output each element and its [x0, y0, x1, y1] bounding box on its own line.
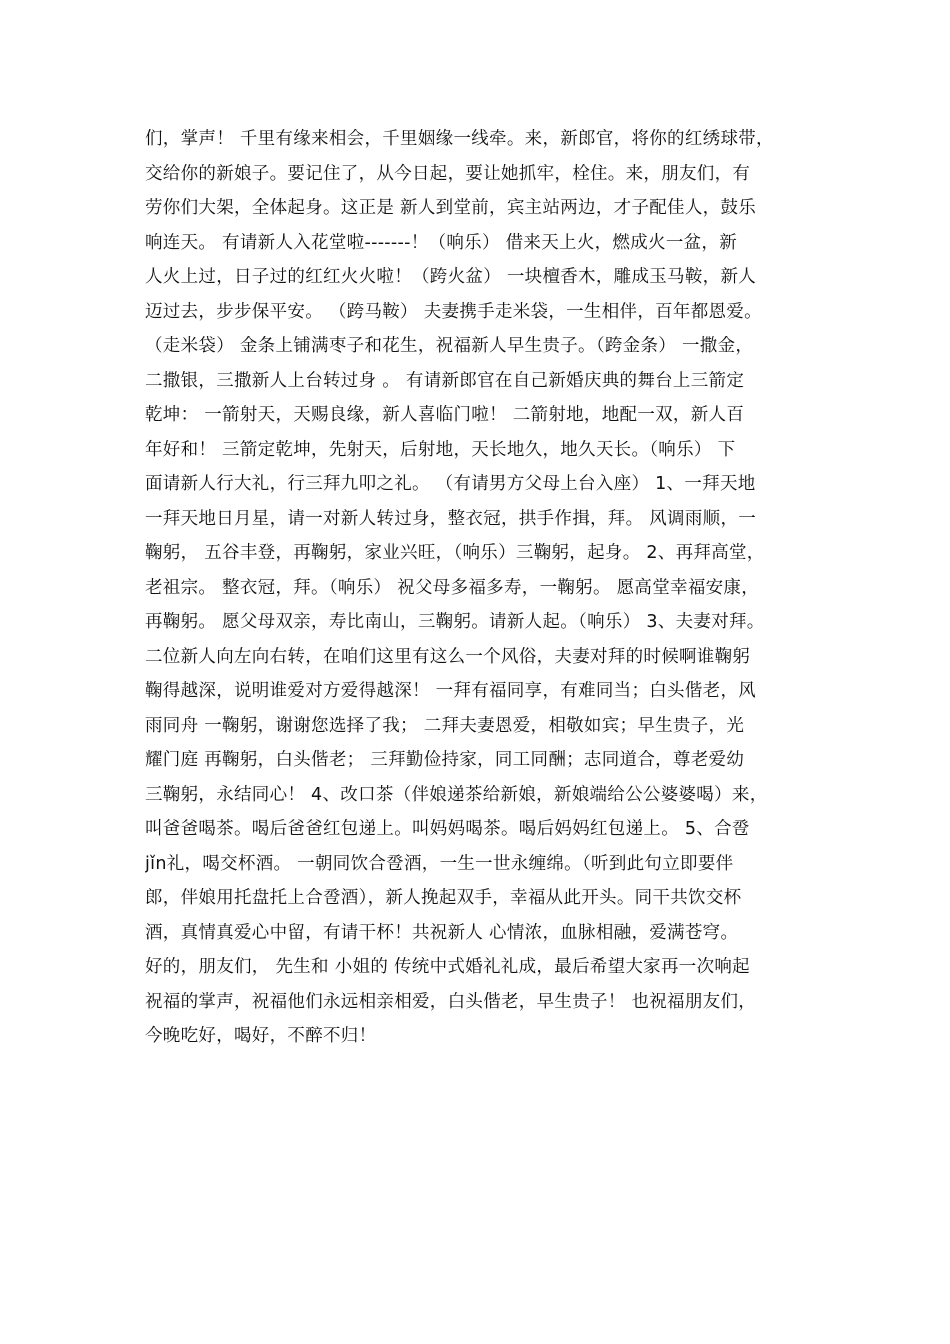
text-line: 祝福的掌声，祝福他们永远相亲相爱，白头偕老，早生贵子！ 也祝福朋友们，	[145, 991, 757, 1012]
text-line: 面请新人行大礼，行三拜九叩之礼。 （有请男方父母上台入座） 1、一拜天地	[145, 474, 756, 494]
text-line: 雨同舟 一鞠躬，谢谢您选择了我； 二拜夫妻恩爱，相敬如宾；早生贵子，光	[145, 715, 745, 736]
text-line: jǐn礼，喝交杯酒。 一朝同饮合卺酒，一生一世永缠绵。（听到此句立即要伴	[145, 853, 734, 874]
text-line: 劳你们大架，全体起身。这正是 新人到堂前，宾主站两边，才子配佳人，鼓乐	[145, 198, 757, 218]
text-line: 郎，伴娘用托盘托上合卺酒），新人挽起双手，幸福从此开头。同干共饮交杯	[145, 888, 742, 908]
text-line: 鞠得越深，说明谁爱对方爱得越深！ 一拜有福同享，有难同当；白头偕老，风	[145, 681, 757, 701]
text-line: 耀门庭 再鞠躬，白头偕老； 三拜勤俭持家，同工同酬；志同道合，尊老爱幼	[145, 750, 745, 770]
text-line: 一拜天地日月星，请一对新人转过身，整衣冠，拱手作揖，拜。 风调雨顺，一	[145, 508, 757, 529]
text-line: 迈过去，步步保平安。 （跨马鞍） 夫妻携手走米袋，一生相伴，百年都恩爱。	[145, 301, 762, 322]
text-line: 乾坤： 一箭射天，天赐良缘，新人喜临门啦！ 二箭射地，地配一双，新人百	[145, 405, 745, 425]
text-line: 老祖宗。 整衣冠，拜。（响乐） 祝父母多福多寿，一鞠躬。 愿高堂幸福安康，	[145, 577, 760, 598]
text-line: 三鞠躬，永结同心！ 4、改口茶（伴娘递茶给新娘，新娘端给公公婆婆喝）来，	[145, 784, 768, 805]
text-line: （走米袋） 金条上铺满枣子和花生，祝福新人早生贵子。（跨金条） 一撒金，	[145, 336, 754, 356]
text-line: 响连天。 有请新人入花堂啦-------！（响乐） 借来天上火，燃成火一盆，新	[145, 232, 738, 253]
text-line: 二位新人向左向右转，在咱们这里有这么一个风俗，夫妻对拜的时候啊谁鞠躬	[145, 646, 751, 667]
text-line: 年好和！ 三箭定乾坤，先射天，后射地，天长地久，地久天长。（响乐） 下	[145, 439, 736, 460]
text-line: 交给你的新娘子。要记住了，从今日起，要让她抓牢，栓住。来，朋友们，有	[145, 163, 751, 184]
text-line: 酒，真情真爱心中留，有请干杯！共祝新人 心情浓，血脉相融，爱满苍穹。	[145, 922, 739, 943]
text-line: 好的，朋友们， 先生和 小姐的 传统中式婚礼礼成，最后希望大家再一次响起	[145, 957, 750, 977]
text-line: 们，掌声！ 千里有缘来相会，千里姻缘一线牵。来，新郎官，将你的红绣球带，	[145, 129, 774, 149]
body-text	[145, 122, 825, 1054]
text-line: 鞠躬， 五谷丰登，再鞠躬，家业兴旺，（响乐）三鞠躬，起身。 2、再拜高堂，	[145, 543, 765, 563]
text-line: 叫爸爸喝茶。喝后爸爸红包递上。叫妈妈喝茶。喝后妈妈红包递上。 5、合卺	[145, 819, 750, 839]
text-line: 今晚吃好，喝好，不醉不归！	[145, 1026, 377, 1046]
text-line: 二撒银，三撒新人上台转过身 。 有请新郎官在自己新婚庆典的舞台上三箭定	[145, 370, 745, 391]
text-line: 再鞠躬。 愿父母双亲，寿比南山，三鞠躬。请新人起。（响乐） 3、夫妻对拜。	[145, 612, 765, 632]
text-line: 人火上过，日子过的红红火火啦！（跨火盆） 一块檀香木，雕成玉马鞍，新人	[145, 267, 757, 287]
